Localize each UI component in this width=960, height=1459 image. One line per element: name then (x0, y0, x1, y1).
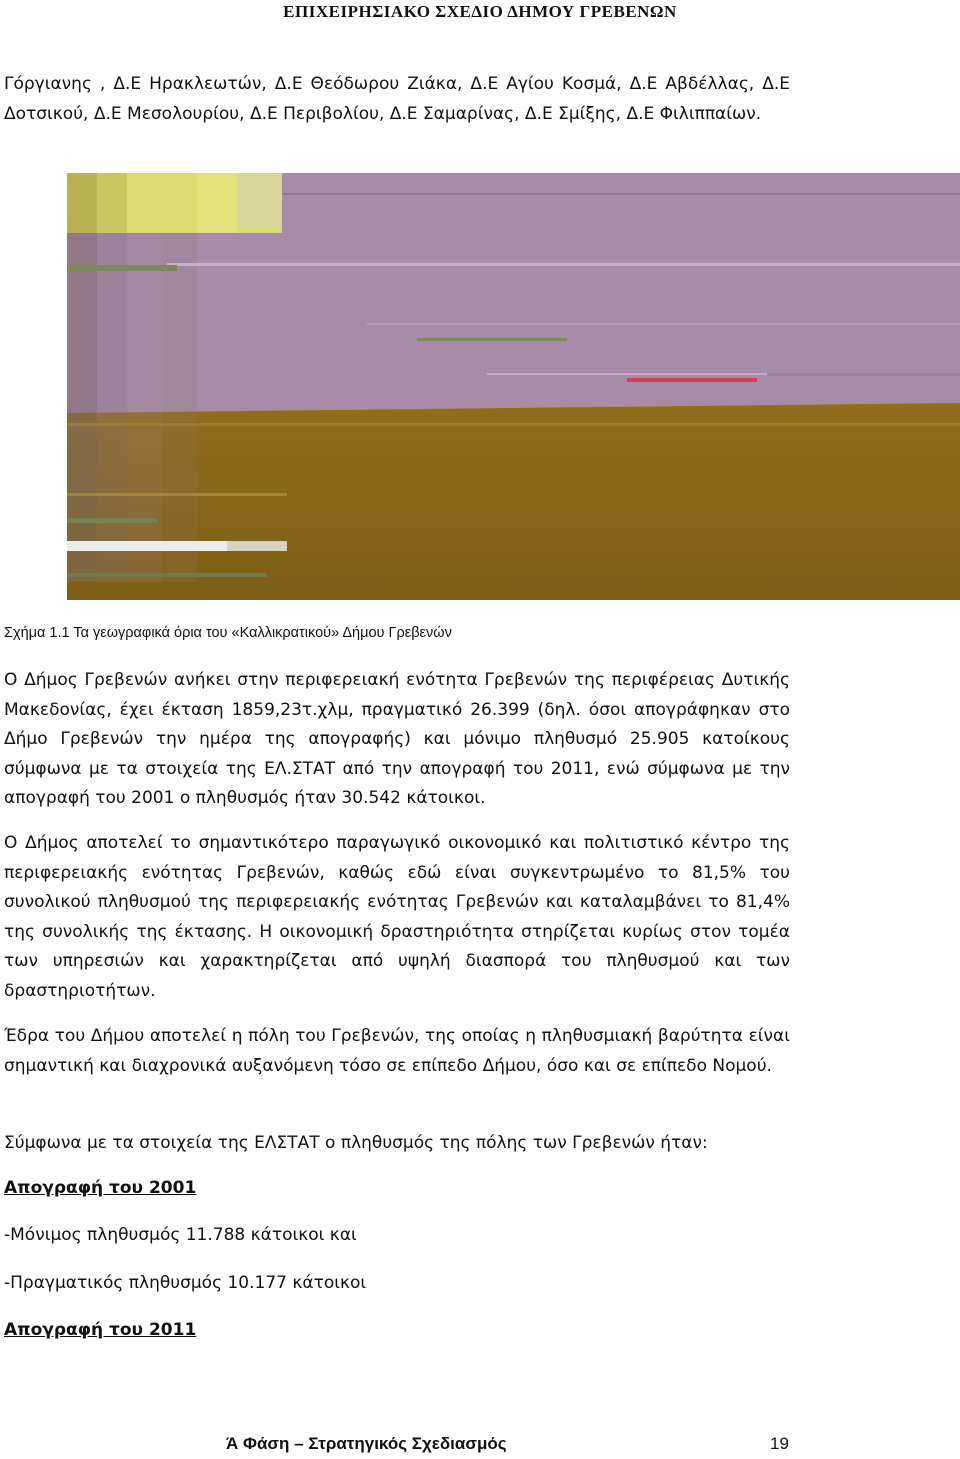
map-strip (67, 173, 97, 233)
map-strip (197, 173, 237, 233)
intro-paragraph: Γόργιανης , Δ.Ε Ηρακλεωτών, Δ.Ε Θεόδωρου Ζιάκα, Δ.Ε Αγίου Κοσμά, Δ.Ε Αβδέλλας, Δ.Ε Δοτσικού, Δ.Ε Μεσολουρίου, Δ.Ε Περιβολίου, Δ.Ε Σαμαρίνας, Δ.Ε Σμίξης, Δ.Ε Φιλιππαίων. (4, 74, 790, 124)
map-line (167, 263, 960, 266)
map-line (67, 423, 960, 426)
map-line (282, 193, 960, 195)
map-line (67, 265, 177, 271)
census-2001-actual: -Πραγματικός πληθυσμός 10.177 κάτοικοι (4, 1273, 367, 1293)
map-line (487, 373, 807, 375)
map-strip (67, 173, 97, 600)
page-header: ΕΠΙΧΕΙΡΗΣΙΑΚΟ ΣΧΕΔΙΟ ΔΗΜΟΥ ΓΡΕΒΕΝΩΝ (283, 2, 677, 21)
map-region-south (67, 403, 960, 600)
map-line-white (67, 541, 227, 551)
census-2011-heading: Απογραφή του 2011 (4, 1320, 197, 1340)
footer-title: Ά Φάση – Στρατηγικός Σχεδιασμός (226, 1434, 507, 1453)
map-strip (127, 173, 162, 600)
paragraph-4: Σύμφωνα με τα στοιχεία της ΕΛΣΤΑΤ ο πληθυσμός της πόλης των Γρεβενών ήταν: (4, 1133, 708, 1153)
map-strip (97, 173, 127, 600)
paragraph-3: Έδρα του Δήμου αποτελεί η πόλη του Γρεβενών, της οποίας η πληθυσμιακή βαρύτητα είναι σημαντική και διαχρονικά αυξανόμενη τόσο σε επίπεδο Δήμου, όσο και σε επίπεδο Νομού. (4, 1026, 790, 1076)
map-line (67, 493, 287, 496)
figure-caption: Σχήμα 1.1 Τα γεωγραφικά όρια του «Καλλικρατικού» Δήμου Γρεβενών (4, 625, 452, 641)
map-line (67, 582, 960, 600)
map-line (767, 373, 960, 376)
page-number: 19 (770, 1434, 789, 1453)
census-2001-heading: Απογραφή του 2001 (4, 1178, 197, 1198)
map-line (417, 338, 567, 341)
map-line-red (627, 378, 757, 382)
paragraph-2: Ο Δήμος αποτελεί το σημαντικότερο παραγωγικό οικονομικό και πολιτιστικό κέντρο της περιφερειακής ενότητας Γρεβενών, καθώς εδώ είναι συγκεντρωμένο το 81,5% του συνολικού πληθυσμού της περιφερειακής ενότητας Γρεβενών και καταλαμβάνει το 81,4% της συνολικής της έκτασης. Η οικονομική δραστηριότητα στηρίζεται κυρίως στον τομέα των υπηρεσιών και χαρακτηρίζεται από υψηλή διασπορά του πληθυσμού και των δραστηριοτήτων. (4, 833, 790, 1001)
map-strip (162, 173, 197, 600)
map-line (227, 541, 287, 551)
map-image (67, 173, 960, 600)
map-line (67, 573, 267, 577)
map-strip (237, 173, 282, 228)
map-strip (97, 173, 127, 233)
census-2001-permanent: -Μόνιμος πληθυσμός 11.788 κάτοικοι και (4, 1225, 357, 1245)
map-line (67, 518, 157, 523)
map-graphic (67, 173, 960, 600)
map-line (367, 323, 960, 325)
paragraph-1: Ο Δήμος Γρεβενών ανήκει στην περιφερειακή ενότητα Γρεβενών της περιφέρειας Δυτικής Μακεδονίας, έχει έκταση 1859,23τ.χλμ, πραγματικό 26.399 (δηλ. όσοι απογράφηκαν στο Δήμο Γρεβενών την ημέρα της απογραφής) και μόνιμο πληθυσμό 25.905 κατοίκους σύμφωνα με τα στοιχεία της ΕΛ.ΣΤΑΤ από την απογραφή του 2011, ενώ σύμφωνα με την απογραφή του 2001 ο πληθυσμός ήταν 30.542 κάτοικοι. (4, 670, 790, 808)
